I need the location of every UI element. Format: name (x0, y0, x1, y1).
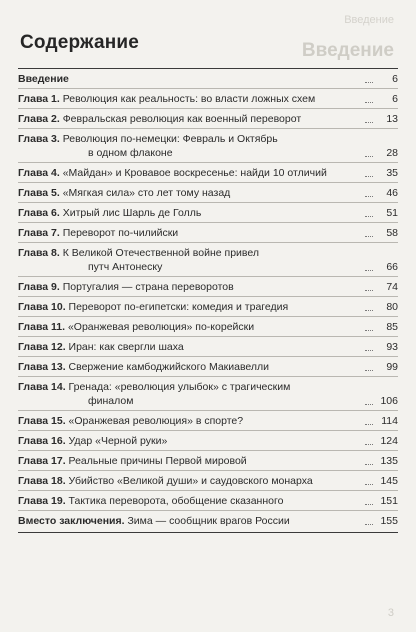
page-number: 155 (380, 514, 398, 527)
toc-entry[interactable] (18, 163, 398, 183)
chapter-title: Убийство «Великой души» и саудовского монарха (68, 474, 313, 487)
toc-entry-text (18, 494, 362, 508)
chapter-title: Революция как реальность: во власти ложных схем (62, 92, 316, 105)
chapter-title: Свержение камбоджийского Макиавелли (68, 360, 270, 373)
toc-entry[interactable] (18, 411, 398, 431)
chapter-label: Глава 9. (18, 280, 60, 293)
toc-entry[interactable] (18, 277, 398, 297)
page-title: Содержание (20, 32, 140, 53)
leader-dots (365, 216, 373, 217)
chapter-title: Тактика переворота, обобщение сказанного (68, 494, 284, 507)
toc-entry-text (18, 280, 362, 294)
page-number: 13 (386, 112, 398, 125)
toc-entry[interactable] (18, 297, 398, 317)
chapter-title: Реальные причины Первой мировой (68, 454, 247, 467)
page-number: 114 (381, 414, 398, 427)
page-number: 145 (380, 474, 398, 487)
toc-entry-text (18, 514, 362, 528)
leader-dots (365, 290, 373, 291)
chapter-label: Глава 4. (18, 166, 60, 179)
chapter-label: Глава 1. (18, 92, 60, 105)
chapter-label: Глава 11. (18, 320, 66, 333)
toc-entry-text (18, 226, 362, 240)
chapter-title: Февральская революция как военный переворот (62, 112, 302, 125)
page-number: 99 (386, 360, 398, 373)
toc-entry-text (18, 166, 362, 180)
toc-entry-text (18, 340, 362, 354)
leader-dots (365, 196, 373, 197)
chapter-label: Глава 19. (18, 494, 66, 507)
toc-entry[interactable] (18, 471, 398, 491)
page-number: 85 (386, 320, 398, 333)
chapter-title-continuation: в одном флаконе (88, 146, 173, 159)
chapter-title: Удар «Черной руки» (68, 434, 168, 447)
leader-dots (365, 404, 373, 405)
leader-dots (365, 236, 373, 237)
chapter-label: Глава 15. (18, 414, 66, 427)
leader-dots (365, 310, 373, 311)
page-number: 35 (386, 166, 398, 179)
chapter-title: «Мягкая сила» сто лет тому назад (62, 186, 231, 199)
toc-entry-text (18, 186, 362, 200)
chapter-label: Вместо заключения. (18, 514, 125, 527)
toc-entry[interactable] (18, 337, 398, 357)
chapter-label: Глава 13. (18, 360, 66, 373)
leader-dots (365, 156, 373, 157)
leader-dots (365, 504, 373, 505)
toc-entry[interactable] (18, 377, 398, 411)
toc-entry-text (18, 300, 362, 314)
chapter-title: Хитрый лис Шарль де Голль (62, 206, 202, 219)
toc-entry[interactable] (18, 183, 398, 203)
chapter-title: Иран: как свергли шаха (68, 340, 184, 353)
chapter-label: Введение (18, 72, 69, 85)
toc-entry-text (18, 474, 362, 488)
toc-entry-text (18, 92, 362, 106)
chapter-title: Гренада: «революция улыбок» с трагическим (68, 380, 291, 393)
toc-entry-text (18, 434, 362, 448)
toc-list (18, 69, 398, 530)
leader-dots (365, 82, 373, 83)
page-number: 135 (380, 454, 398, 467)
chapter-label: Глава 10. (18, 300, 66, 313)
toc-entry[interactable] (18, 89, 398, 109)
toc-entry[interactable] (18, 69, 398, 89)
toc-entry[interactable] (18, 317, 398, 337)
chapter-label: Глава 8. (18, 246, 60, 259)
toc-entry[interactable] (18, 129, 398, 163)
toc-entry-text (18, 414, 362, 428)
toc-entry[interactable] (18, 511, 398, 530)
toc-entry-text (18, 206, 362, 220)
page-number: 151 (380, 494, 398, 507)
toc-entry-text (18, 320, 362, 334)
toc-entry-text (18, 72, 362, 86)
chapter-title: «Майдан» и Кровавое воскресенье: найди 10 отличий (62, 166, 327, 179)
toc-entry-text (18, 246, 362, 274)
chapter-label: Глава 7. (18, 226, 60, 239)
chapter-label: Глава 6. (18, 206, 60, 219)
leader-dots (365, 270, 373, 271)
chapter-label: Глава 5. (18, 186, 60, 199)
toc-entry[interactable] (18, 223, 398, 243)
chapter-title: Переворот по-египетски: комедия и трагедия (68, 300, 289, 313)
chapter-label: Глава 17. (18, 454, 66, 467)
leader-dots (365, 370, 373, 371)
leader-dots (365, 524, 373, 525)
chapter-title: «Оранжевая революция» в спорте? (68, 414, 244, 427)
leader-dots (365, 330, 373, 331)
chapter-label: Глава 12. (18, 340, 66, 353)
page-number: 6 (392, 92, 398, 105)
page-number: 80 (386, 300, 398, 313)
page-number: 66 (386, 260, 398, 273)
chapter-title-continuation: путч Антонеску (88, 260, 163, 273)
chapter-title: К Великой Отечественной войне привел (62, 246, 259, 259)
chapter-label: Глава 3. (18, 132, 60, 145)
leader-dots (365, 484, 373, 485)
chapter-title-continuation: финалом (88, 394, 134, 407)
toc-entry[interactable] (18, 203, 398, 223)
leader-dots (365, 444, 373, 445)
toc-entry[interactable] (18, 243, 398, 277)
page-number: 124 (380, 434, 398, 447)
bottom-rule (18, 532, 398, 533)
toc-entry[interactable] (18, 491, 398, 511)
leader-dots (365, 464, 373, 465)
page-number: 28 (386, 146, 398, 159)
page-number: 106 (380, 394, 398, 407)
toc-entry-text (18, 112, 362, 126)
toc-page (18, 32, 398, 533)
leader-dots (365, 424, 373, 425)
toc-entry[interactable] (18, 109, 398, 129)
page-number: 58 (386, 226, 398, 239)
leader-dots (365, 350, 373, 351)
leader-dots (365, 102, 373, 103)
page-number: 46 (386, 186, 398, 199)
toc-entry-text (18, 454, 362, 468)
chapter-title: Революция по-немецки: Февраль и Октябрь (62, 132, 278, 145)
bleed-heading: Введение (301, 40, 394, 61)
page-number: 74 (386, 280, 398, 293)
chapter-label: Глава 18. (18, 474, 66, 487)
chapter-title: Португалия — страна переворотов (62, 280, 234, 293)
chapter-label: Глава 14. (18, 380, 66, 393)
page-number: 6 (392, 72, 398, 85)
leader-dots (365, 122, 373, 123)
toc-entry-text (18, 380, 362, 408)
chapter-title: Переворот по-чилийски (62, 226, 179, 239)
toc-entry[interactable] (18, 357, 398, 377)
bleed-page-number: 3 (387, 606, 394, 619)
chapter-label: Глава 16. (18, 434, 66, 447)
leader-dots (365, 176, 373, 177)
chapter-title: «Оранжевая революция» по-корейски (67, 320, 255, 333)
chapter-label: Глава 2. (18, 112, 60, 125)
toc-entry[interactable] (18, 431, 398, 451)
chapter-title: Зима — сообщник врагов России (127, 514, 290, 527)
toc-entry-text (18, 132, 362, 160)
bleed-header: Введение (344, 14, 394, 26)
toc-entry[interactable] (18, 451, 398, 471)
toc-entry-text (18, 360, 362, 374)
page-number: 93 (386, 340, 398, 353)
page-number: 51 (386, 206, 398, 219)
